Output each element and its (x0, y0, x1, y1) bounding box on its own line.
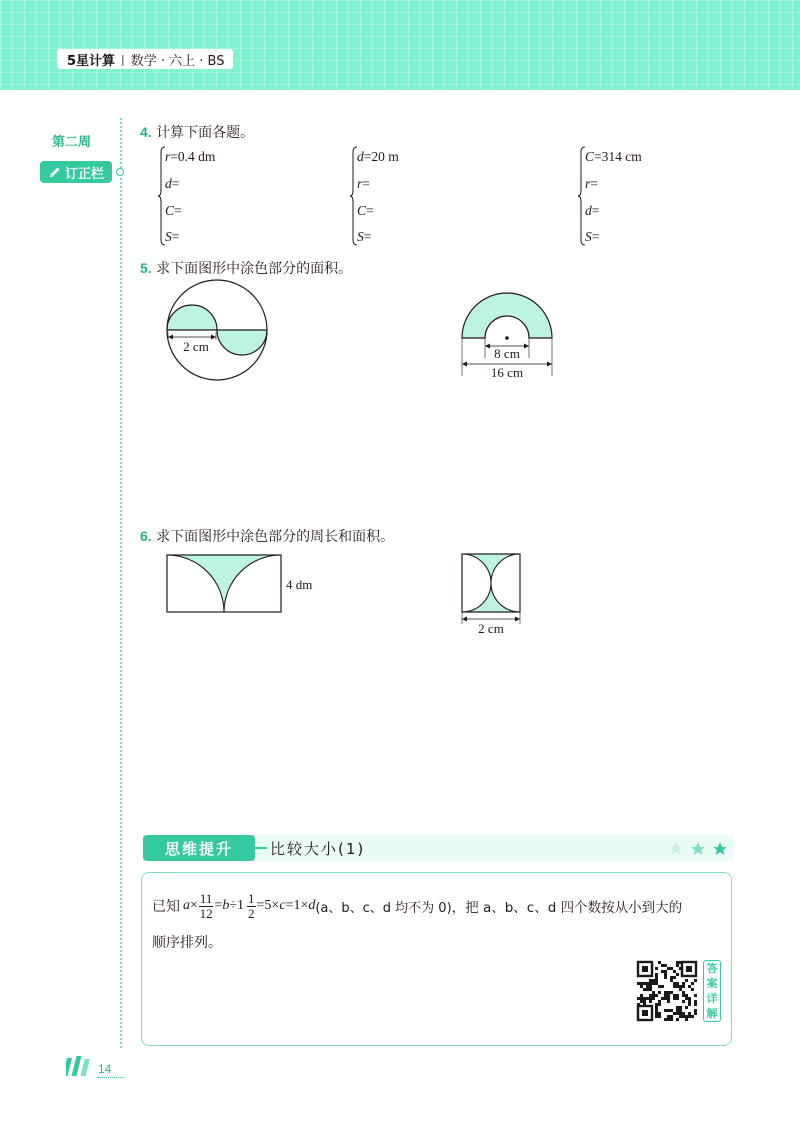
correction-tag (40, 161, 112, 183)
books-icon (66, 1054, 96, 1078)
week-label: 第二周 (52, 135, 92, 150)
difficulty-stars (666, 838, 730, 860)
dim-label-8cm: 8 cm (494, 346, 520, 361)
q4-system-2 (350, 146, 510, 246)
fraction-1-2: $\frac{1}{2}$ (248, 890, 255, 921)
brand-name: 5星计算 (67, 53, 116, 69)
thinking-title: 比较大小(1) (270, 840, 366, 858)
q4-heading (140, 122, 254, 142)
q4-number: 4. (140, 124, 152, 140)
pencil-icon (48, 165, 62, 179)
q5-figure-annulus (456, 288, 558, 380)
book-subtitle: 数学 · 六上 · BS (130, 53, 225, 69)
page-number: 14 (98, 1062, 112, 1076)
q4-system-1 (158, 146, 318, 246)
sys1-line-3: C= (165, 203, 182, 218)
sys2-line-4: S= (357, 229, 372, 244)
star-icon (713, 842, 727, 855)
q6-prompt: 求下面图形中涂色部分的周长和面积。 (156, 529, 395, 545)
sys1-line-1: r=0.4 dm (165, 149, 216, 164)
answer-detail-label[interactable]: 答 案 详 解 (703, 960, 721, 1022)
thinking-statement: 已知 a× $\frac{11}{12}$ =b÷1 $\frac{1}{2}$ =5×c=1×d (a、b、c、d 均不为 0) ，把 a、b、c、d 四个数按从小到大的 (152, 890, 683, 921)
sys3-line-3: d= (585, 203, 600, 218)
q5-prompt: 求下面图形中涂色部分的面积。 (156, 261, 353, 277)
q6-figure-rectangle (164, 552, 324, 614)
qr-code[interactable] (636, 960, 698, 1022)
margin-dotted-line (120, 118, 122, 1048)
q5-heading (140, 258, 352, 278)
q6-heading (140, 526, 394, 546)
page-number-underline (97, 1077, 123, 1078)
q4-prompt: 计算下面各题。 (156, 125, 255, 141)
thinking-statement-continued: 顺序排列。 (152, 935, 222, 951)
thinking-tag: 思维提升 (143, 835, 255, 861)
q6-figure-square (458, 550, 524, 638)
dim-label-16cm: 16 cm (490, 365, 524, 380)
sys2-line-3: C= (357, 203, 374, 218)
correction-label: 订正栏 (64, 166, 104, 182)
shaded-bottom-region (462, 583, 520, 612)
q5-figure-yin-yang (160, 276, 278, 388)
sys3-line-4: S= (585, 229, 600, 244)
correction-connector-dot (116, 168, 124, 176)
fraction-11-12: $\frac{11}{12}$ (199, 890, 213, 921)
title-separator: | (121, 52, 125, 66)
dim-label-2cm: 2 cm (478, 621, 504, 636)
shaded-cusp-region (167, 555, 281, 612)
sys3-line-1: C=314 cm (585, 149, 642, 164)
sys2-line-1: d=20 m (357, 149, 399, 164)
q4-system-3 (578, 146, 738, 246)
sys2-line-2: r= (357, 176, 370, 191)
shaded-top-region (462, 554, 520, 583)
book-title (57, 49, 233, 69)
q5-number: 5. (140, 260, 152, 276)
thinking-connector (255, 847, 267, 849)
star-icon (691, 842, 705, 855)
shaded-left-semicircle (167, 305, 217, 330)
q6-number: 6. (140, 528, 152, 544)
header-band (0, 0, 800, 90)
shaded-right-semicircle (217, 330, 267, 355)
center-dot (505, 336, 509, 340)
dim-label-4dm: 4 dm (286, 577, 313, 592)
star-icon (669, 842, 683, 855)
dim-label-2cm: 2 cm (183, 339, 209, 354)
shaded-half-ring (462, 293, 552, 338)
sys1-line-2: d= (165, 176, 180, 191)
sys3-line-2: r= (585, 176, 598, 191)
sys1-line-4: S= (165, 229, 180, 244)
